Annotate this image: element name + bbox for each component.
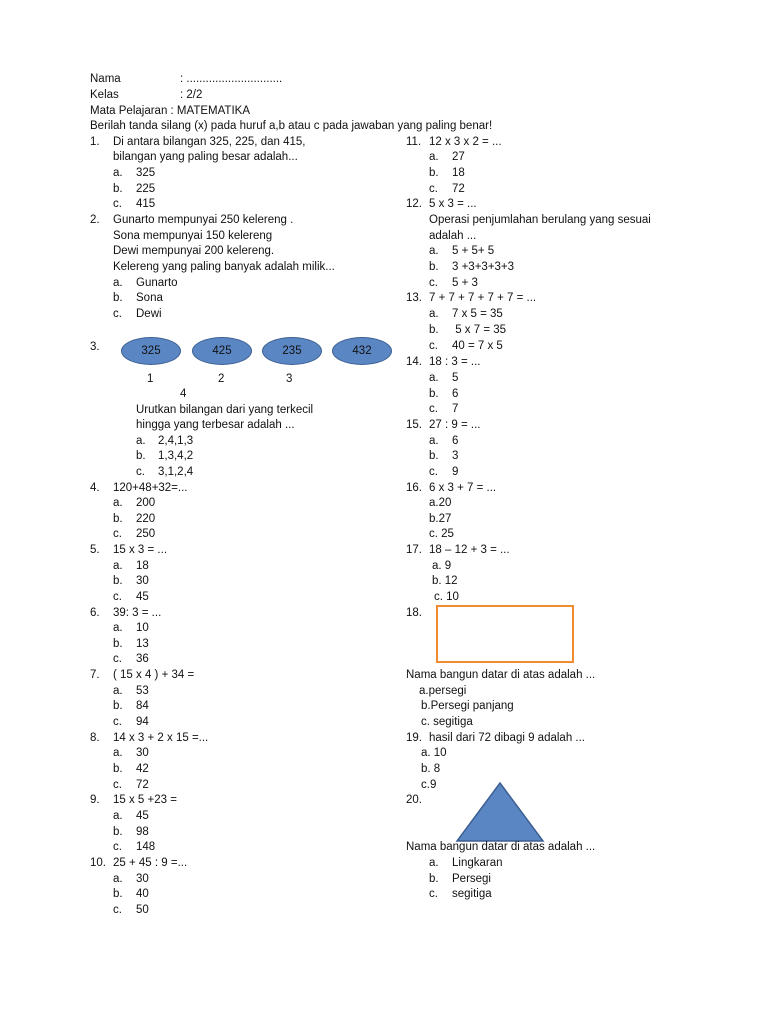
oval-label-1: 1	[147, 373, 154, 385]
nama-value: : ..............................	[180, 73, 283, 85]
number-oval-2: 425	[192, 337, 252, 365]
oval-label-2: 2	[218, 373, 225, 385]
kelas-label: Kelas	[90, 89, 119, 101]
instruction: Berilah tanda silang (x) pada huruf a,b atau c pada jawaban yang paling benar!	[90, 120, 493, 132]
triangle-shape	[455, 781, 545, 843]
oval-label-4: 4	[180, 388, 187, 400]
rectangle-shape	[436, 605, 574, 663]
oval-label-3: 3	[286, 373, 293, 385]
nama-label: Nama	[90, 73, 121, 85]
kelas-value: : 2/2	[180, 89, 203, 101]
number-oval-4: 432	[332, 337, 392, 365]
number-oval-1: 325	[121, 337, 181, 365]
mapel-line: Mata Pelajaran : MATEMATIKA	[90, 105, 250, 117]
number-oval-3: 235	[262, 337, 322, 365]
